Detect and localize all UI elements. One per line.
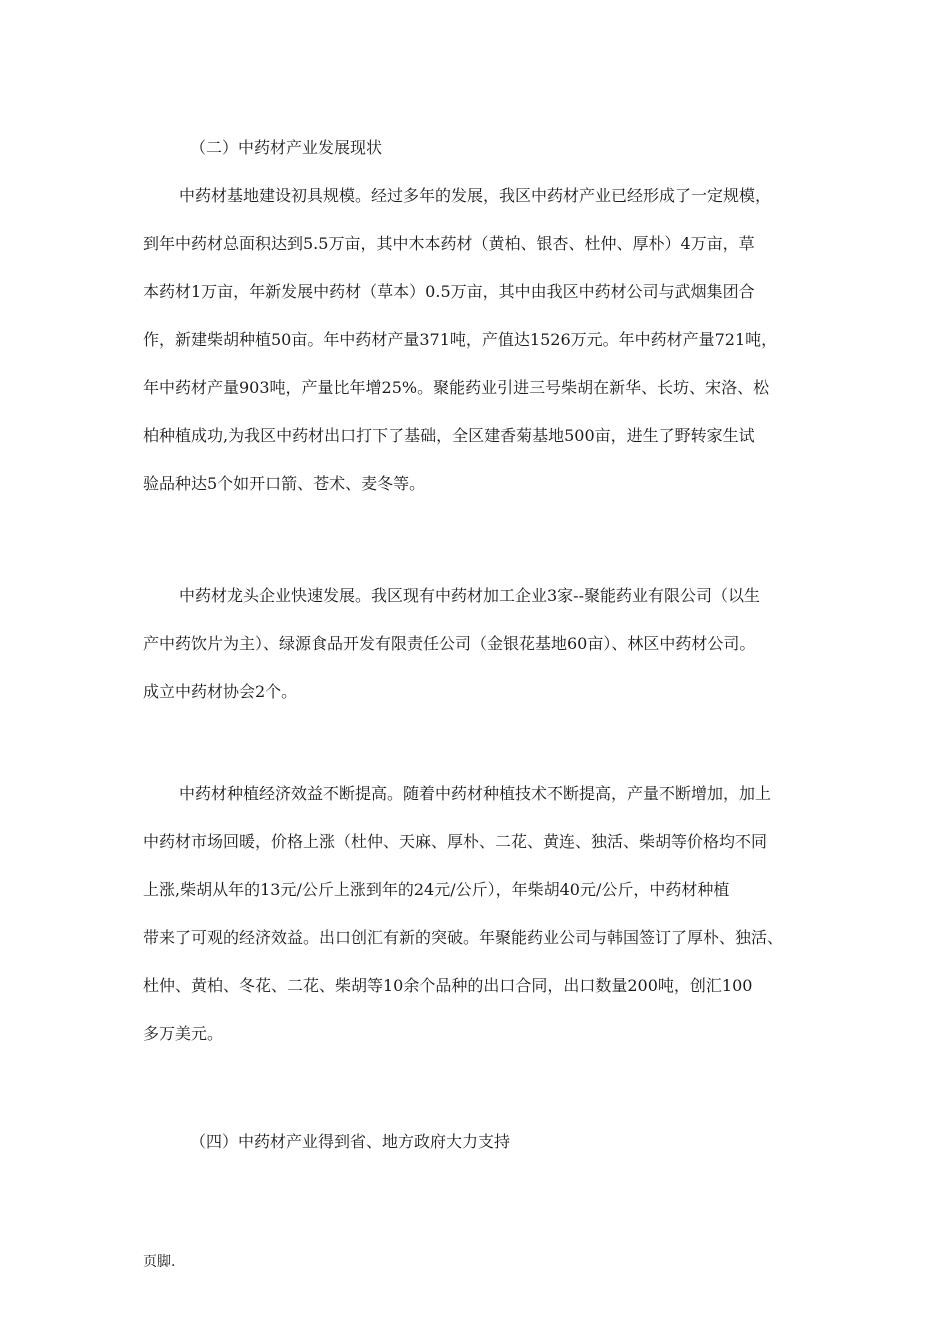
paragraph-line: 柏种植成功,为我区中药材出口打下了基础，全区建香菊基地500亩，进生了野转家生试 [143, 426, 755, 445]
paragraph-leading-enterprises [143, 584, 815, 728]
paragraph-line: 本药材1万亩，年新发展中药材（草本）0.5万亩，其中由我区中药材公司与武烟集团合 [143, 282, 755, 301]
paragraph-line: 作，新建柴胡种植50亩。年中药材产量371吨，产值达1526万元。年中药材产量721吨， [143, 330, 778, 349]
paragraph-line: 上涨,柴胡从年的13元/公斤上涨到年的24元/公斤），年柴胡40元/公斤，中药材种植 [143, 880, 730, 899]
paragraph-planting-base [143, 184, 815, 520]
section-heading-2: （二）中药材产业发展现状 [190, 138, 383, 157]
paragraph-line: 带来了可观的经济效益。出口创汇有新的突破。年聚能药业公司与韩国签订了厚朴、独活、 [143, 928, 784, 947]
paragraph-line: 年中药材产量903吨，产量比年增25%。聚能药业引进三号柴胡在新华、长坊、宋洛、松 [143, 378, 770, 397]
paragraph-line: 成立中药材协会2个。 [143, 682, 298, 701]
paragraph-line: 中药材龙头企业快速发展。我区现有中药材加工企业3家--聚能药业有限公司（以生 [179, 586, 760, 605]
paragraph-line: 验品种达5个如开口箭、苍术、麦冬等。 [143, 474, 426, 493]
page-footer: 页脚. [143, 1254, 176, 1270]
paragraph-line: 杜仲、黄柏、冬花、二花、柴胡等10余个品种的出口合同，出口数量200吨，创汇100 [143, 976, 753, 995]
paragraph-line: 到年中药材总面积达到5.5万亩，其中木本药材（黄柏、银杏、杜仲、厚朴）4万亩，草 [143, 234, 755, 253]
paragraph-line: 中药材种植经济效益不断提高。随着中药材种植技术不断提高，产量不断增加，加上 [179, 784, 772, 803]
paragraph-economic-benefit [143, 782, 815, 1070]
paragraph-line: 多万美元。 [143, 1024, 224, 1043]
paragraph-line: 中药材基地建设初具规模。经过多年的发展，我区中药材产业已经形成了一定规模， [179, 186, 772, 205]
paragraph-line: 中药材市场回暖，价格上涨（杜仲、天麻、厚朴、二花、黄连、独活、柴胡等价格均不同 [143, 832, 768, 851]
paragraph-line: 产中药饮片为主）、绿源食品开发有限责任公司（金银花基地60亩）、林区中药材公司。 [143, 634, 756, 653]
section-heading-4: （四）中药材产业得到省、地方政府大力支持 [190, 1132, 511, 1151]
